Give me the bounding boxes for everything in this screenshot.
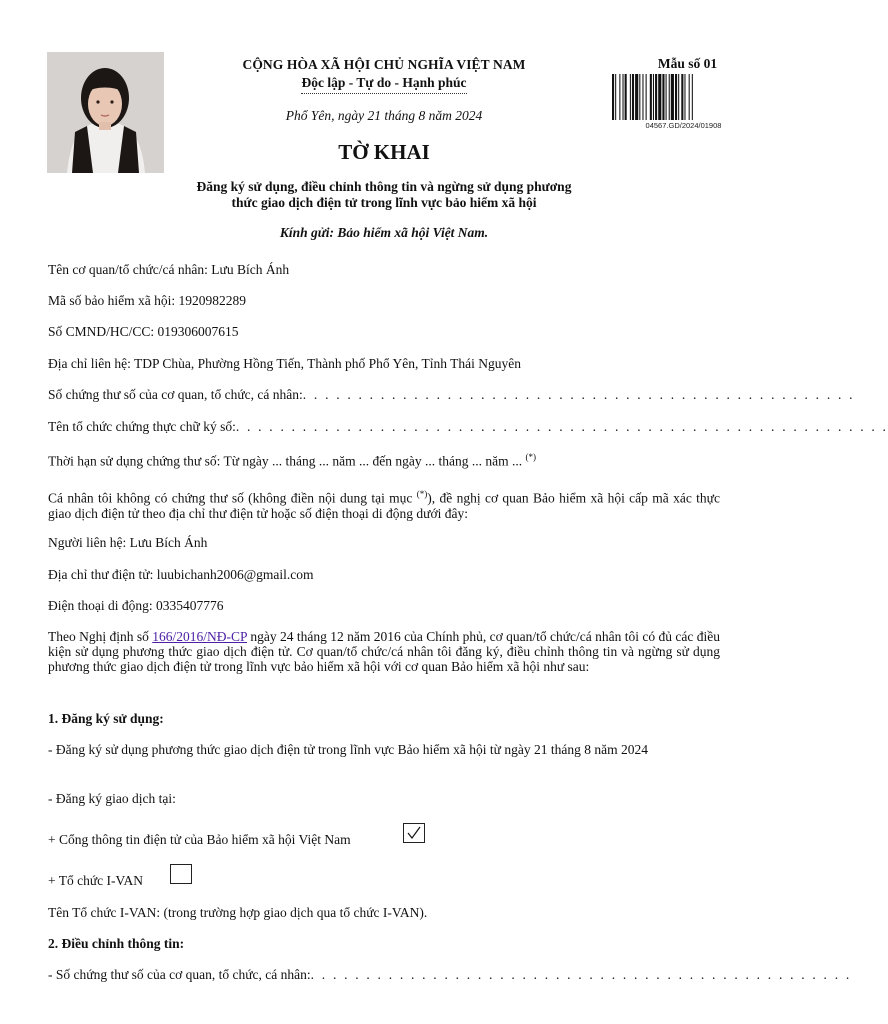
checkmark-icon [404, 824, 424, 842]
cert-org-row [48, 419, 888, 434]
section1-item1: - Đăng ký sử dụng phương thức giao dịch điện tử trong lĩnh vực Bảo hiểm xã hội từ ngày 21 tháng 8 năm 2024 [48, 742, 648, 757]
barcode-number: 04567.GD/2024/01908 [645, 121, 722, 130]
decree-text-after: ngày 24 tháng 12 năm 2016 của Chính phủ, cơ quan/tổ chức/cá nhân tôi có đủ các điều kiện sử dụng phương thức giao dịch điện tử. Cơ quan/tổ chức/cá nhân tôi đăng ký, điều chỉnh thông tin và ngừng sử dụng phương thức giao dịch điện tử trong lĩnh vực bảo hiểm xã hội với cơ quan Bảo hiểm xã hội như sau: [48, 629, 720, 674]
option-portal-checkbox[interactable] [403, 823, 425, 843]
cert-org-blank: . . . . . . . . . . . . . . . . . . . . . . . . . . . . . . . . . . . . . . . . . . . . . . . . . . . . . . . . . . . [235, 419, 888, 434]
ivan-name: Tên Tổ chức I-VAN: (trong trường hợp giao dịch qua tổ chức I-VAN). [48, 905, 428, 920]
barcode [611, 74, 756, 120]
subtitle-line-1: Đăng ký sử dụng, điều chỉnh thông tin và ngừng sử dụng phương [196, 179, 572, 194]
section1-heading: 1. Đăng ký sử dụng: [48, 711, 164, 726]
section2-cert-row [48, 967, 852, 982]
insurance-code: Mã số bảo hiểm xã hội: 1920982289 [48, 293, 246, 308]
contact-email: Địa chỉ thư điện tử: luubichanh2006@gmail.com [48, 567, 314, 582]
no-cert-text-2: ), đề nghị cơ quan Bảo hiểm xã hội cấp mã xác thực giao dịch điện tử theo địa chỉ thư điện tử hoặc số điện thoại di động dưới đây: [48, 490, 720, 521]
decree-text-before: Theo Nghị định số [48, 629, 153, 644]
decree-paragraph [48, 629, 720, 674]
nation-name: CỘNG HÒA XÃ HỘI CHỦ NGHĨA VIỆT NAM [242, 57, 526, 72]
cert-period-text: Thời hạn sử dụng chứng thư số: Từ ngày ... tháng ... năm ... đến ngày ... tháng ... năm ... [48, 453, 523, 469]
contact-person: Người liên hệ: Lưu Bích Ánh [48, 535, 208, 550]
subtitle-line-2: thức giao dịch điện tử trong lĩnh vực bảo hiểm xã hội [231, 195, 537, 210]
no-cert-mark: (*) [416, 489, 428, 499]
decree-link[interactable]: 166/2016/NĐ-CP [152, 629, 248, 644]
option-ivan-checkbox[interactable] [170, 864, 192, 884]
cert-period-mark: (*) [525, 452, 536, 462]
section1-item2: - Đăng ký giao dịch tại: [48, 791, 176, 806]
id-number: Số CMND/HC/CC: 019306007615 [48, 324, 239, 339]
applicant-name: Tên cơ quan/tổ chức/cá nhân: Lưu Bích Ánh [48, 262, 290, 277]
contact-phone: Điện thoại di động: 0335407776 [48, 598, 224, 613]
no-cert-paragraph [48, 487, 720, 521]
section2-cert-blank: . . . . . . . . . . . . . . . . . . . . . . . . . . . . . . . . . . . . . . . . . . . . . . . . . [310, 967, 852, 982]
contact-address: Địa chỉ liên hệ: TDP Chùa, Phường Hồng Tiến, Thành phố Phổ Yên, Tỉnh Thái Nguyên [48, 356, 521, 371]
section2-cert-label: - Số chứng thư số của cơ quan, tổ chức, cá nhân: [48, 967, 311, 982]
cert-org-label: Tên tổ chức chứng thực chữ ký số: [48, 419, 236, 434]
cert-number-label: Số chứng thư số của cơ quan, tổ chức, cá nhân: [48, 387, 303, 402]
section2-heading: 2. Điều chỉnh thông tin: [48, 936, 185, 951]
option-portal-label: + Cổng thông tin điện tử của Bảo hiểm xã hội Việt Nam [48, 832, 351, 847]
cert-number-blank: . . . . . . . . . . . . . . . . . . . . . . . . . . . . . . . . . . . . . . . . . . . . . . . . . . [302, 387, 855, 402]
form-number: Mẫu số 01 [657, 56, 718, 71]
cert-number-row [48, 387, 855, 402]
document-header [180, 57, 588, 124]
option-ivan-label: + Tổ chức I-VAN [48, 873, 144, 888]
national-motto: Độc lập - Tự do - Hạnh phúc [301, 75, 466, 94]
document-subtitle [130, 179, 638, 211]
cert-period-row [48, 450, 720, 469]
recipient-line: Kính gửi: Bảo hiểm xã hội Việt Nam. [279, 225, 489, 240]
document-title: TỜ KHAI [338, 140, 430, 164]
place-and-date: Phổ Yên, ngày 21 tháng 8 năm 2024 [285, 108, 483, 123]
no-cert-text-1: Cá nhân tôi không có chứng thư số (không điền nội dung tại mục [48, 490, 417, 506]
